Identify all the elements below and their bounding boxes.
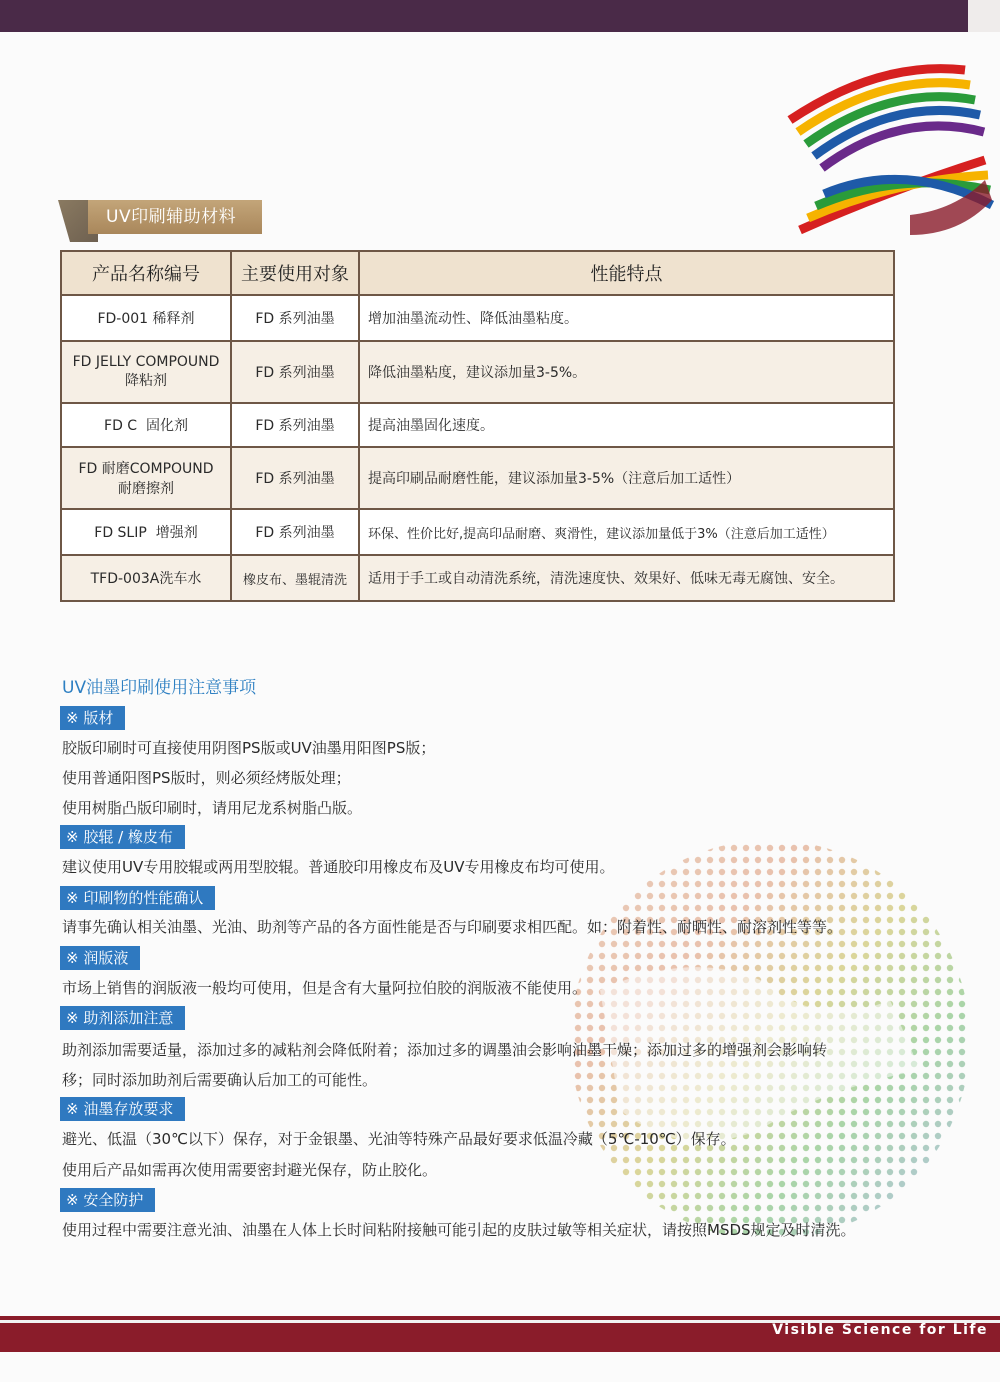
note-line: 请事先确认相关油墨、光油、助剂等产品的各方面性能是否与印刷要求相匹配。如：附着性、耐晒性、耐溶剂性等等。 bbox=[62, 918, 843, 936]
table-row bbox=[61, 403, 894, 447]
table-row bbox=[61, 555, 894, 601]
product-name: FD 耐磨COMPOUND bbox=[78, 461, 214, 477]
table-row bbox=[61, 509, 894, 555]
table-row bbox=[61, 447, 894, 509]
note-tag-safety: ※ 安全防护 bbox=[60, 1188, 155, 1212]
feature-cell: 提高印刷品耐磨性能，建议添加量3-5%（注意后加工适性） bbox=[359, 447, 894, 509]
header-product-name: 产品名称编号 bbox=[61, 251, 231, 295]
product-name-cell bbox=[61, 509, 231, 555]
note-tag-roller: ※ 胶辊 / 橡皮布 bbox=[60, 825, 185, 849]
table-header-row bbox=[61, 251, 894, 295]
top-band bbox=[0, 0, 1000, 32]
target-cell: FD 系列油墨 bbox=[231, 447, 359, 509]
product-table bbox=[60, 250, 895, 602]
target-cell: FD 系列油墨 bbox=[231, 341, 359, 403]
table-row bbox=[61, 341, 894, 403]
product-name-cell bbox=[61, 295, 231, 341]
section-tab-label: UV印刷辅助材料 bbox=[88, 200, 262, 234]
product-subname: 降粘剂 bbox=[125, 373, 167, 389]
note-tag-performance: ※ 印刷物的性能确认 bbox=[60, 886, 215, 910]
feature-cell: 降低油墨粘度，建议添加量3-5%。 bbox=[359, 341, 894, 403]
product-name-cell bbox=[61, 341, 231, 403]
footer-slogan: Visible Science for Life bbox=[772, 1322, 988, 1338]
feature-cell: 增加油墨流动性、降低油墨粘度。 bbox=[359, 295, 894, 341]
product-name: FD SLIP 增强剂 bbox=[94, 525, 198, 541]
note-tag-storage: ※ 油墨存放要求 bbox=[60, 1097, 185, 1121]
note-tag-additive: ※ 助剂添加注意 bbox=[60, 1006, 185, 1030]
feature-cell: 适用于手工或自动清洗系统，清洗速度快、效果好、低味无毒无腐蚀、安全。 bbox=[359, 555, 894, 601]
header-target: 主要使用对象 bbox=[231, 251, 359, 295]
note-line: 避光、低温（30℃以下）保存，对于金银墨、光油等特殊产品最好要求低温冷藏（5℃-10℃）保存。 bbox=[62, 1130, 736, 1148]
product-name: TFD-003A洗车水 bbox=[90, 571, 202, 587]
product-name-cell bbox=[61, 403, 231, 447]
note-line: 建议使用UV专用胶辊或两用型胶辊。普通胶印用橡皮布及UV专用橡皮布均可使用。 bbox=[62, 858, 615, 876]
note-line: 使用普通阳图PS版时，则必须经烤版处理； bbox=[62, 769, 351, 787]
product-name-cell bbox=[61, 447, 231, 509]
notes-title: UV油墨印刷使用注意事项 bbox=[62, 678, 257, 698]
note-line: 移；同时添加助剂后需要确认后加工的可能性。 bbox=[62, 1071, 378, 1089]
product-name: FD-001 稀释剂 bbox=[97, 311, 195, 327]
target-cell: FD 系列油墨 bbox=[231, 509, 359, 555]
product-name: FD JELLY COMPOUND bbox=[72, 354, 220, 370]
section-tab bbox=[58, 200, 262, 242]
feature-cell: 环保、性价比好,提高印品耐磨、爽滑性，建议添加量低于3%（注意后加工适性） bbox=[359, 509, 894, 555]
rainbow-ribbon-decoration bbox=[770, 40, 1000, 260]
table-row bbox=[61, 295, 894, 341]
note-tag-plate: ※ 版材 bbox=[60, 706, 125, 730]
note-line: 助剂添加需要适量，添加过多的减粘剂会降低附着；添加过多的调墨油会影响油墨干燥；添加过多的增强剂会影响转 bbox=[62, 1041, 828, 1059]
feature-cell: 提高油墨固化速度。 bbox=[359, 403, 894, 447]
header-feature: 性能特点 bbox=[359, 251, 894, 295]
note-tag-fountain-solution: ※ 润版液 bbox=[60, 946, 140, 970]
target-cell: FD 系列油墨 bbox=[231, 295, 359, 341]
target-cell: 橡皮布、墨辊清洗 bbox=[231, 555, 359, 601]
product-subname: 耐磨擦剂 bbox=[118, 481, 174, 497]
note-line: 使用过程中需要注意光油、油墨在人体上长时间粘附接触可能引起的皮肤过敏等相关症状，请按照MSDS规定及时清洗。 bbox=[62, 1221, 856, 1239]
product-name: FD C 固化剂 bbox=[104, 418, 188, 434]
note-line: 使用后产品如需再次使用需要密封避光保存，防止胶化。 bbox=[62, 1161, 438, 1179]
note-line: 市场上销售的润版液一般均可使用，但是含有大量阿拉伯胶的润版液不能使用。 bbox=[62, 979, 588, 997]
note-line: 胶版印刷时可直接使用阴图PS版或UV油墨用阳图PS版； bbox=[62, 739, 436, 757]
product-name-cell bbox=[61, 555, 231, 601]
note-line: 使用树脂凸版印刷时，请用尼龙系树脂凸版。 bbox=[62, 799, 363, 817]
target-cell: FD 系列油墨 bbox=[231, 403, 359, 447]
